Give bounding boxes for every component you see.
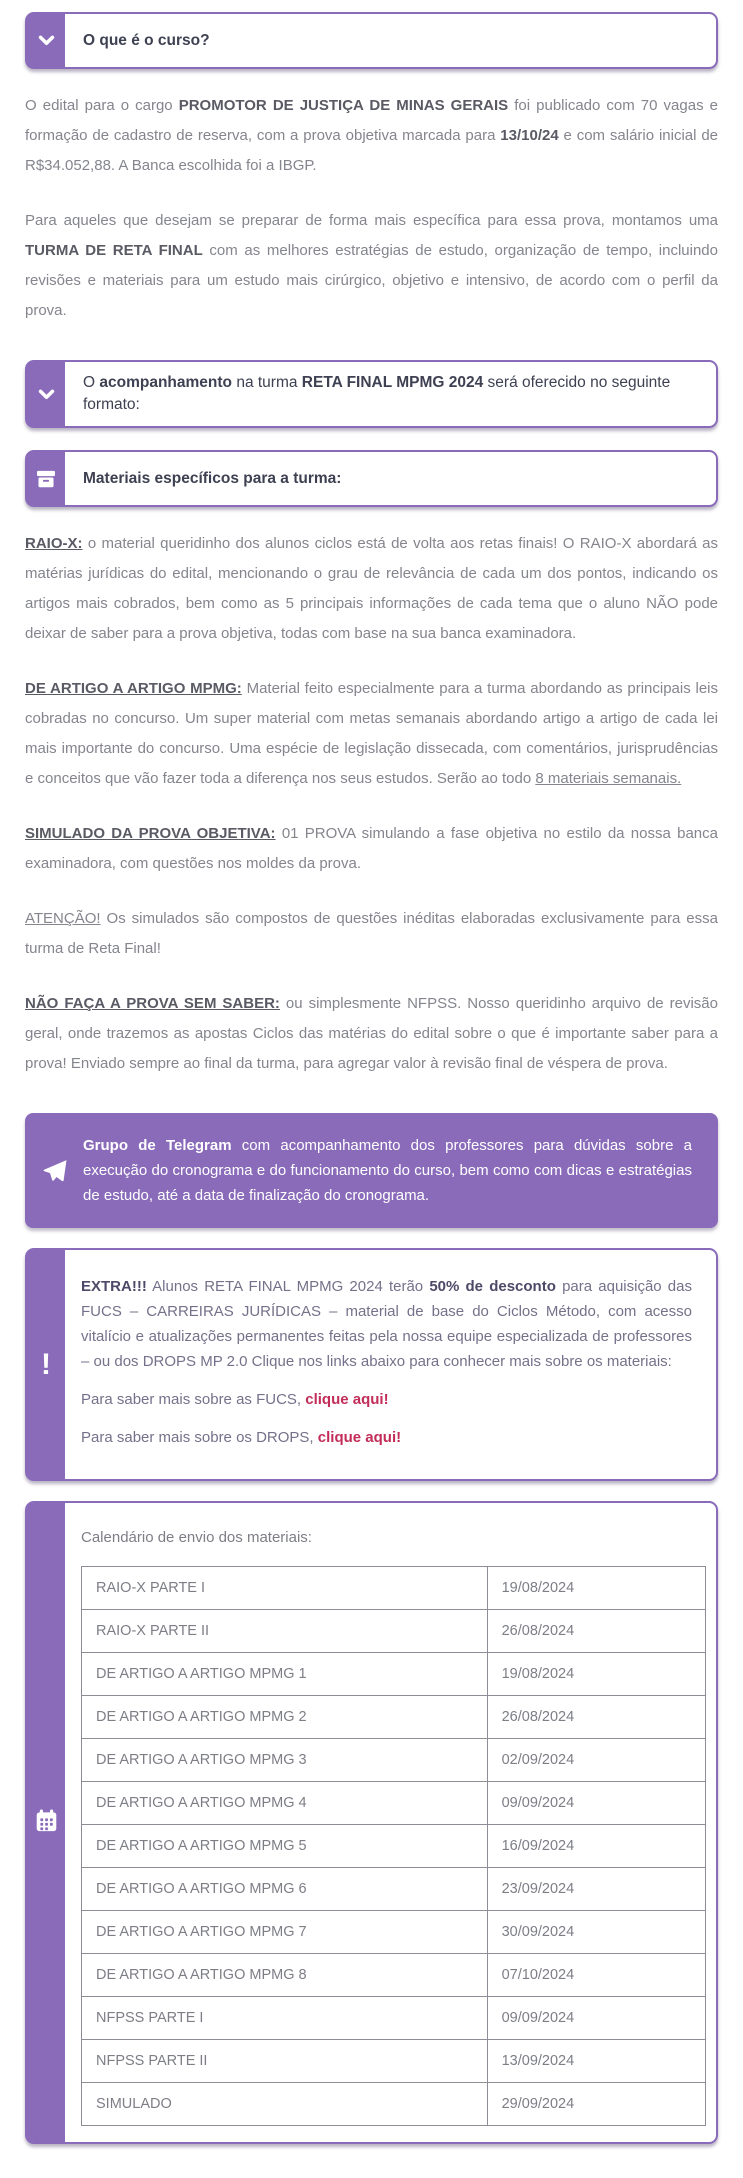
material-name: DE ARTIGO A ARTIGO MPMG 4 <box>82 1782 488 1825</box>
table-row <box>82 1997 706 2040</box>
material-name: SIMULADO <box>82 2083 488 2126</box>
calendar-content <box>27 1503 716 2142</box>
calendar-box <box>25 1501 718 2144</box>
telegram-text: Grupo de Telegram com acompanhamento dos professores para dúvidas sobre a execução do cronograma e do funcionamento do curso, bem como com dicas e estratégias de estudo, até a data de finalização do cronograma. <box>83 1137 692 1204</box>
nfpss-paragraph: NÃO FAÇA A PROVA SEM SABER: ou simplesmente NFPSS. Nosso queridinho arquivo de revisão geral, onde trazemos as apostas Ciclos das matérias do edital sobre o que é importante saber para a prova! Enviado sempre ao final da turma, para agregar valor à revisão final de véspera de prova. <box>25 995 718 1072</box>
drops-link-prefix: Para saber mais sobre os DROPS, <box>81 1429 318 1446</box>
material-name: NFPSS PARTE II <box>82 2040 488 2083</box>
extra-intro-paragraph: EXTRA!!! Alunos RETA FINAL MPMG 2024 terão 50% de desconto para aquisição das FUCS – CARREIRAS JURÍDICAS – material de base do Ciclos Método, com acesso vitalício e atualizações permanentes feitas pela nossa equipe especializada de professores – ou dos DROPS MP 2.0 Clique nos links abaixo para conhecer mais sobre os materiais: <box>81 1278 692 1370</box>
material-name: RAIO-X PARTE II <box>82 1610 488 1653</box>
material-date: 13/09/2024 <box>487 2040 705 2083</box>
table-row <box>82 1610 706 1653</box>
box-archive-icon <box>27 452 65 505</box>
material-date: 09/09/2024 <box>487 1782 705 1825</box>
raiox-paragraph: RAIO-X: o material queridinho dos alunos ciclos está de volta aos retas finais! O RAIO-X abordará as matérias jurídicas do edital, mencionando o grau de relevância de cada um dos pontos, indicando os artigos mais cobrados, bem como as 5 principais informações de cada tema que o aluno NÃO pode deixar de saber para a prova objetiva, todas com base na sua banca examinadora. <box>25 535 718 642</box>
material-name: DE ARTIGO A ARTIGO MPMG 5 <box>82 1825 488 1868</box>
material-date: 29/09/2024 <box>487 2083 705 2126</box>
material-date: 26/08/2024 <box>487 1610 705 1653</box>
extra-content <box>27 1250 716 1479</box>
accordion-title-about: O que é o curso? <box>83 31 210 49</box>
table-row <box>82 1567 706 1610</box>
table-row <box>82 1696 706 1739</box>
material-name: RAIO-X PARTE I <box>82 1567 488 1610</box>
material-date: 07/10/2024 <box>487 1954 705 1997</box>
material-date: 30/09/2024 <box>487 1911 705 1954</box>
material-date: 02/09/2024 <box>487 1739 705 1782</box>
table-row <box>82 1782 706 1825</box>
material-name: DE ARTIGO A ARTIGO MPMG 7 <box>82 1911 488 1954</box>
artigo-a-artigo-paragraph: DE ARTIGO A ARTIGO MPMG: Material feito especialmente para a turma abordando as principais leis cobradas no concurso. Um super material com metas semanais abordando artigo a artigo de cada lei mais importante do concurso. Uma espécie de legislação dissecada, com comentários, jurisprudências e conceitos que vão fazer toda a diferença nos seus estudos. Serão ao todo 8 materiais semanais. <box>25 680 718 787</box>
calendar-title: Calendário de envio dos materiais: <box>81 1529 312 1546</box>
paper-plane-icon <box>42 1158 68 1184</box>
extra-box <box>25 1248 718 1481</box>
materials-header-title: Materiais específicos para a turma: <box>83 469 342 487</box>
materials-header <box>25 450 718 507</box>
drops-link-line <box>81 1425 692 1450</box>
fucs-link-prefix: Para saber mais sobre as FUCS, <box>81 1391 306 1408</box>
extra-bar <box>27 1250 65 1479</box>
atencao-paragraph: ATENÇÃO! Os simulados são compostos de questões inéditas elaboradas exclusivamente para essa turma de Reta Final! <box>25 910 718 957</box>
table-row <box>82 2083 706 2126</box>
calendar-table <box>81 1566 706 2126</box>
material-date: 23/09/2024 <box>487 1868 705 1911</box>
exclamation-icon: ! <box>41 1347 51 1381</box>
accordion-format[interactable] <box>25 360 718 428</box>
chevron-down-icon <box>27 14 65 67</box>
material-name: NFPSS PARTE I <box>82 1997 488 2040</box>
table-row <box>82 1911 706 1954</box>
table-row <box>82 1868 706 1911</box>
accordion-what-is-course[interactable] <box>25 12 718 69</box>
material-name: DE ARTIGO A ARTIGO MPMG 6 <box>82 1868 488 1911</box>
material-date: 19/08/2024 <box>487 1567 705 1610</box>
material-date: 09/09/2024 <box>487 1997 705 2040</box>
table-row <box>82 1653 706 1696</box>
intro-paragraph: O edital para o cargo PROMOTOR DE JUSTIÇA DE MINAS GERAIS foi publicado com 70 vagas e formação de cadastro de reserva, com a prova objetiva marcada para 13/10/24 e com salário inicial de R$34.052,88. A Banca escolhida foi a IBGP. <box>25 97 718 174</box>
simulado-paragraph: SIMULADO DA PROVA OBJETIVA: 01 PROVA simulando a fase objetiva no estilo da nossa banca examinadora, com questões nos moldes da prova. <box>25 825 718 872</box>
table-row <box>82 1739 706 1782</box>
chevron-down-icon <box>27 362 65 426</box>
drops-link[interactable]: clique aqui! <box>317 1429 402 1446</box>
material-date: 16/09/2024 <box>487 1825 705 1868</box>
material-date: 19/08/2024 <box>487 1653 705 1696</box>
turma-paragraph: Para aqueles que desejam se preparar de forma mais específica para essa prova, montamos uma TURMA DE RETA FINAL com as melhores estratégias de estudo, organização de tempo, incluindo revisões e materiais para um estudo mais cirúrgico, objetivo e intensivo, de acordo com o perfil da prova. <box>25 212 718 319</box>
table-row <box>82 1825 706 1868</box>
calendar-bar <box>27 1503 65 2142</box>
calendar-table-body <box>82 1567 706 2126</box>
material-name: DE ARTIGO A ARTIGO MPMG 2 <box>82 1696 488 1739</box>
material-name: DE ARTIGO A ARTIGO MPMG 3 <box>82 1739 488 1782</box>
fucs-link[interactable]: clique aqui! <box>305 1391 389 1408</box>
calendar-days-icon <box>34 1808 59 1837</box>
material-name: DE ARTIGO A ARTIGO MPMG 1 <box>82 1653 488 1696</box>
material-name: DE ARTIGO A ARTIGO MPMG 8 <box>82 1954 488 1997</box>
accordion-title-format: O acompanhamento na turma RETA FINAL MPMG 2024 será oferecido no seguinte formato: <box>83 374 671 413</box>
material-date: 26/08/2024 <box>487 1696 705 1739</box>
telegram-banner <box>25 1113 718 1228</box>
table-row <box>82 1954 706 1997</box>
fucs-link-line <box>81 1387 692 1412</box>
table-row <box>82 2040 706 2083</box>
